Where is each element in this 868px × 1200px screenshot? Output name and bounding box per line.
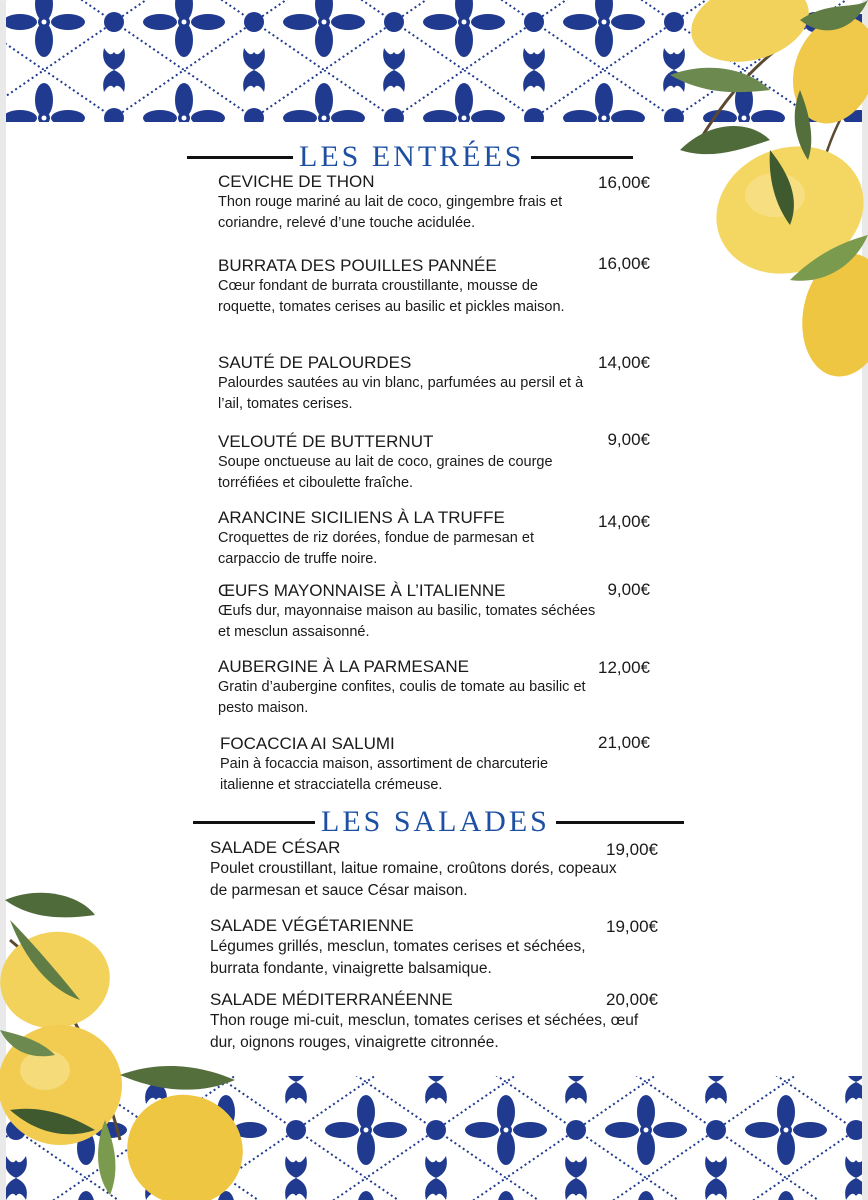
heading-rule-left: [187, 156, 293, 159]
item-name: BURRATA DES POUILLES PANNÉE: [218, 256, 497, 275]
item-price: 9,00€: [607, 430, 650, 449]
menu-item: [218, 256, 598, 318]
item-description: Croquettes de riz dorées, fondue de parmesan et carpaccio de truffe noire.: [218, 530, 534, 567]
item-price: 9,00€: [607, 580, 650, 599]
menu-item: [210, 838, 620, 902]
item-description: Soupe onctueuse au lait de coco, graines de courge torréfiées et ciboulette fraîche.: [218, 454, 553, 491]
item-name: SAUTÉ DE PALOURDES: [218, 353, 412, 372]
item-description: Gratin d’aubergine confites, coulis de tomate au basilic et pesto maison.: [218, 679, 586, 716]
menu-item: [210, 916, 620, 980]
item-name: SALADE CÉSAR: [210, 838, 341, 857]
item-price: 19,00€: [606, 840, 658, 859]
heading-rule-right: [531, 156, 633, 159]
item-name: SALADE MÉDITERRANÉENNE: [210, 990, 453, 1009]
item-name: FOCACCIA AI SALUMI: [220, 734, 395, 753]
item-description: Cœur fondant de burrata croustillante, mousse de roquette, tomates cerises au basilic et pickles maison.: [218, 278, 565, 315]
item-description: Légumes grillés, mesclun, tomates cerises et séchées, burrata fondante, vinaigrette balsamique.: [210, 938, 586, 977]
item-description: Pain à focaccia maison, assortiment de charcuterie italienne et stracciatella crémeuse.: [220, 756, 549, 793]
section-heading-entrees: [187, 142, 633, 172]
item-name: ŒUFS MAYONNAISE À L’ITALIENNE: [218, 581, 506, 600]
menu-item: [218, 657, 598, 719]
item-description: Palourdes sautées au vin blanc, parfumées au persil et à l’ail, tomates cerises.: [218, 375, 584, 412]
item-price: 14,00€: [598, 512, 650, 531]
lemon-illustration-top-right: [640, 0, 868, 390]
menu-item: [218, 581, 598, 643]
item-name: SALADE VÉGÉTARIENNE: [210, 916, 414, 935]
menu-item: [218, 172, 598, 234]
heading-rule-right: [556, 821, 684, 824]
item-name: ARANCINE SICILIENS À LA TRUFFE: [218, 508, 505, 527]
menu-item: [218, 432, 598, 494]
menu-item: [220, 734, 600, 796]
item-price: 14,00€: [598, 353, 650, 372]
item-name: AUBERGINE À LA PARMESANE: [218, 657, 469, 676]
item-name: CEVICHE DE THON: [218, 172, 375, 191]
section-title-salades: LES SALADES: [321, 805, 550, 838]
heading-rule-left: [193, 821, 315, 824]
item-description: Œufs dur, mayonnaise maison au basilic, tomates séchées et mesclun assaisonné.: [218, 603, 596, 640]
item-price: 16,00€: [598, 254, 650, 273]
item-description: Thon rouge mariné au lait de coco, gingembre frais et coriandre, relevé d’une touche acidulée.: [218, 194, 563, 231]
item-price: 12,00€: [598, 658, 650, 677]
item-name: VELOUTÉ DE BUTTERNUT: [218, 432, 434, 451]
section-title-entrees: LES ENTRÉES: [299, 140, 525, 173]
item-description: Poulet croustillant, laitue romaine, croûtons dorés, copeaux de parmesan et sauce César maison.: [210, 860, 617, 899]
item-price: 21,00€: [598, 733, 650, 752]
section-heading-salades: [193, 807, 684, 837]
item-price: 20,00€: [606, 990, 658, 1009]
item-description: Thon rouge mi-cuit, mesclun, tomates cerises et séchées, œuf dur, oignons rouges, vinaigrette citronnée.: [210, 1012, 639, 1051]
item-price: 19,00€: [606, 917, 658, 936]
menu-item: [218, 508, 598, 570]
menu-item: [218, 353, 598, 415]
item-price: 16,00€: [598, 173, 650, 192]
